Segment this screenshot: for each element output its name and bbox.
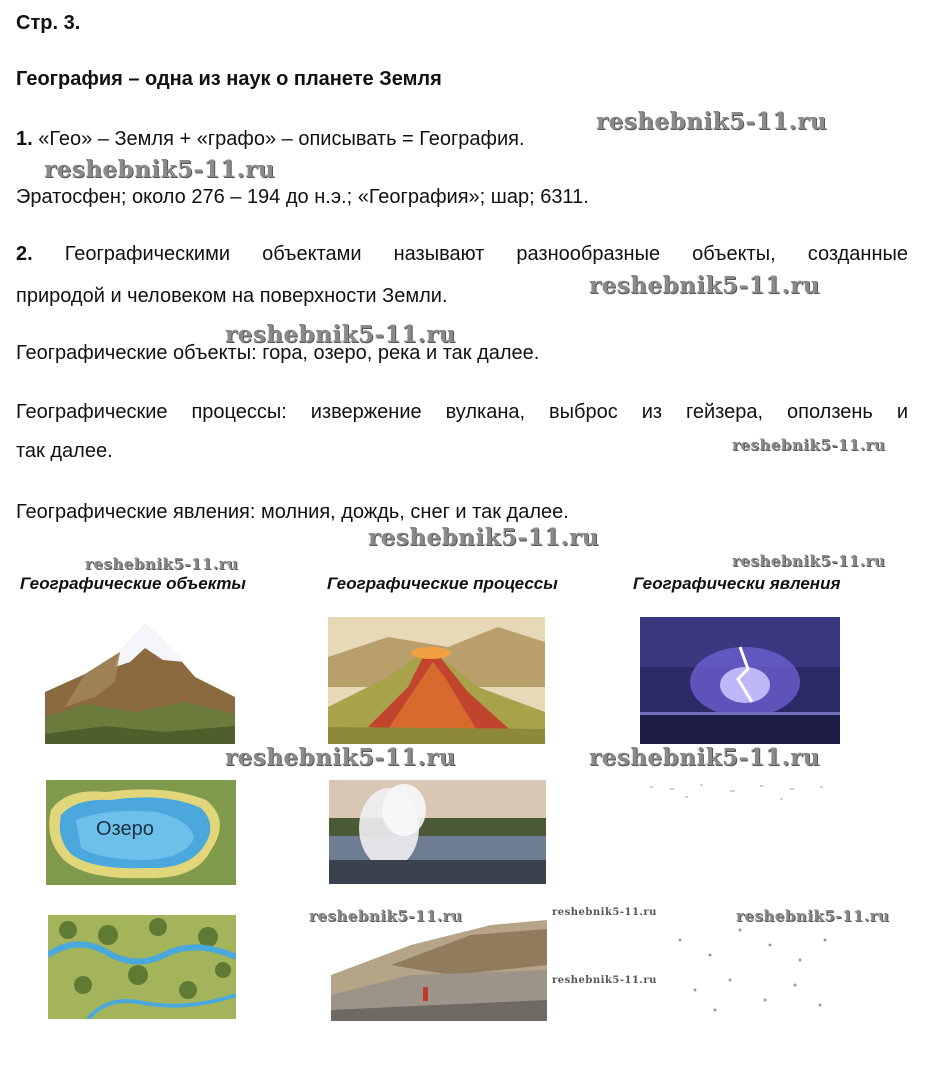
geyser-image [329, 780, 546, 884]
watermark: reshebnik5-11.ru [589, 744, 820, 771]
watermark: reshebnik5-11.ru [589, 272, 820, 299]
mountain-image [45, 622, 235, 744]
section1-number: 1. [16, 128, 33, 150]
caption-phenomena: Географически явления [633, 574, 841, 593]
processes-line1: Географические процессы: извержение вулкана, выброс из гейзера, оползень и [16, 401, 908, 423]
river-image [48, 915, 236, 1019]
watermark: reshebnik5-11.ru [44, 156, 275, 183]
watermark: reshebnik5-11.ru [225, 321, 456, 348]
watermark: reshebnik5-11.ru [85, 555, 239, 573]
objects-line: Географические объекты: гора, озеро, река и так далее. [16, 342, 540, 364]
section2-text: Географическими объектами называют разнообразные объекты, созданные [64, 243, 908, 265]
caption-processes: Географические процессы [327, 574, 558, 593]
watermark: reshebnik5-11.ru [368, 524, 599, 551]
volcano-image [328, 617, 545, 744]
phenomena-line: Географические явления: молния, дождь, снег и так далее. [16, 501, 569, 523]
snow-image [660, 910, 840, 1022]
caption-objects: Географические объекты [20, 574, 246, 593]
section2-line1 [16, 233, 908, 275]
section2-number: 2. [16, 243, 33, 265]
section1-line2: Эратосфен; около 276 – 194 до н.э.; «География»; шар; 6311. [16, 186, 589, 208]
lake-image [46, 780, 236, 885]
watermark: reshebnik5-11.ru [552, 975, 657, 986]
watermark: reshebnik5-11.ru [732, 436, 886, 454]
processes-line2: так далее. [16, 440, 113, 462]
page-label: Стр. 3. [16, 12, 81, 34]
watermark: reshebnik5-11.ru [552, 907, 657, 918]
watermark: reshebnik5-11.ru [732, 552, 886, 570]
lake-label: Озеро [96, 818, 154, 840]
rain-image [640, 776, 840, 886]
watermark: reshebnik5-11.ru [736, 907, 890, 925]
watermark: reshebnik5-11.ru [225, 744, 456, 771]
section1-text: «Гео» – Земля + «графо» – описывать = География. [38, 128, 525, 150]
watermark: reshebnik5-11.ru [596, 108, 827, 135]
section2-line2: природой и человеком на поверхности Земли. [16, 285, 448, 307]
page-heading: География – одна из наук о планете Земля [16, 68, 442, 90]
landslide-image [331, 915, 547, 1021]
lightning-image [640, 617, 840, 744]
watermark: reshebnik5-11.ru [309, 907, 463, 925]
section1-line1 [16, 118, 525, 160]
